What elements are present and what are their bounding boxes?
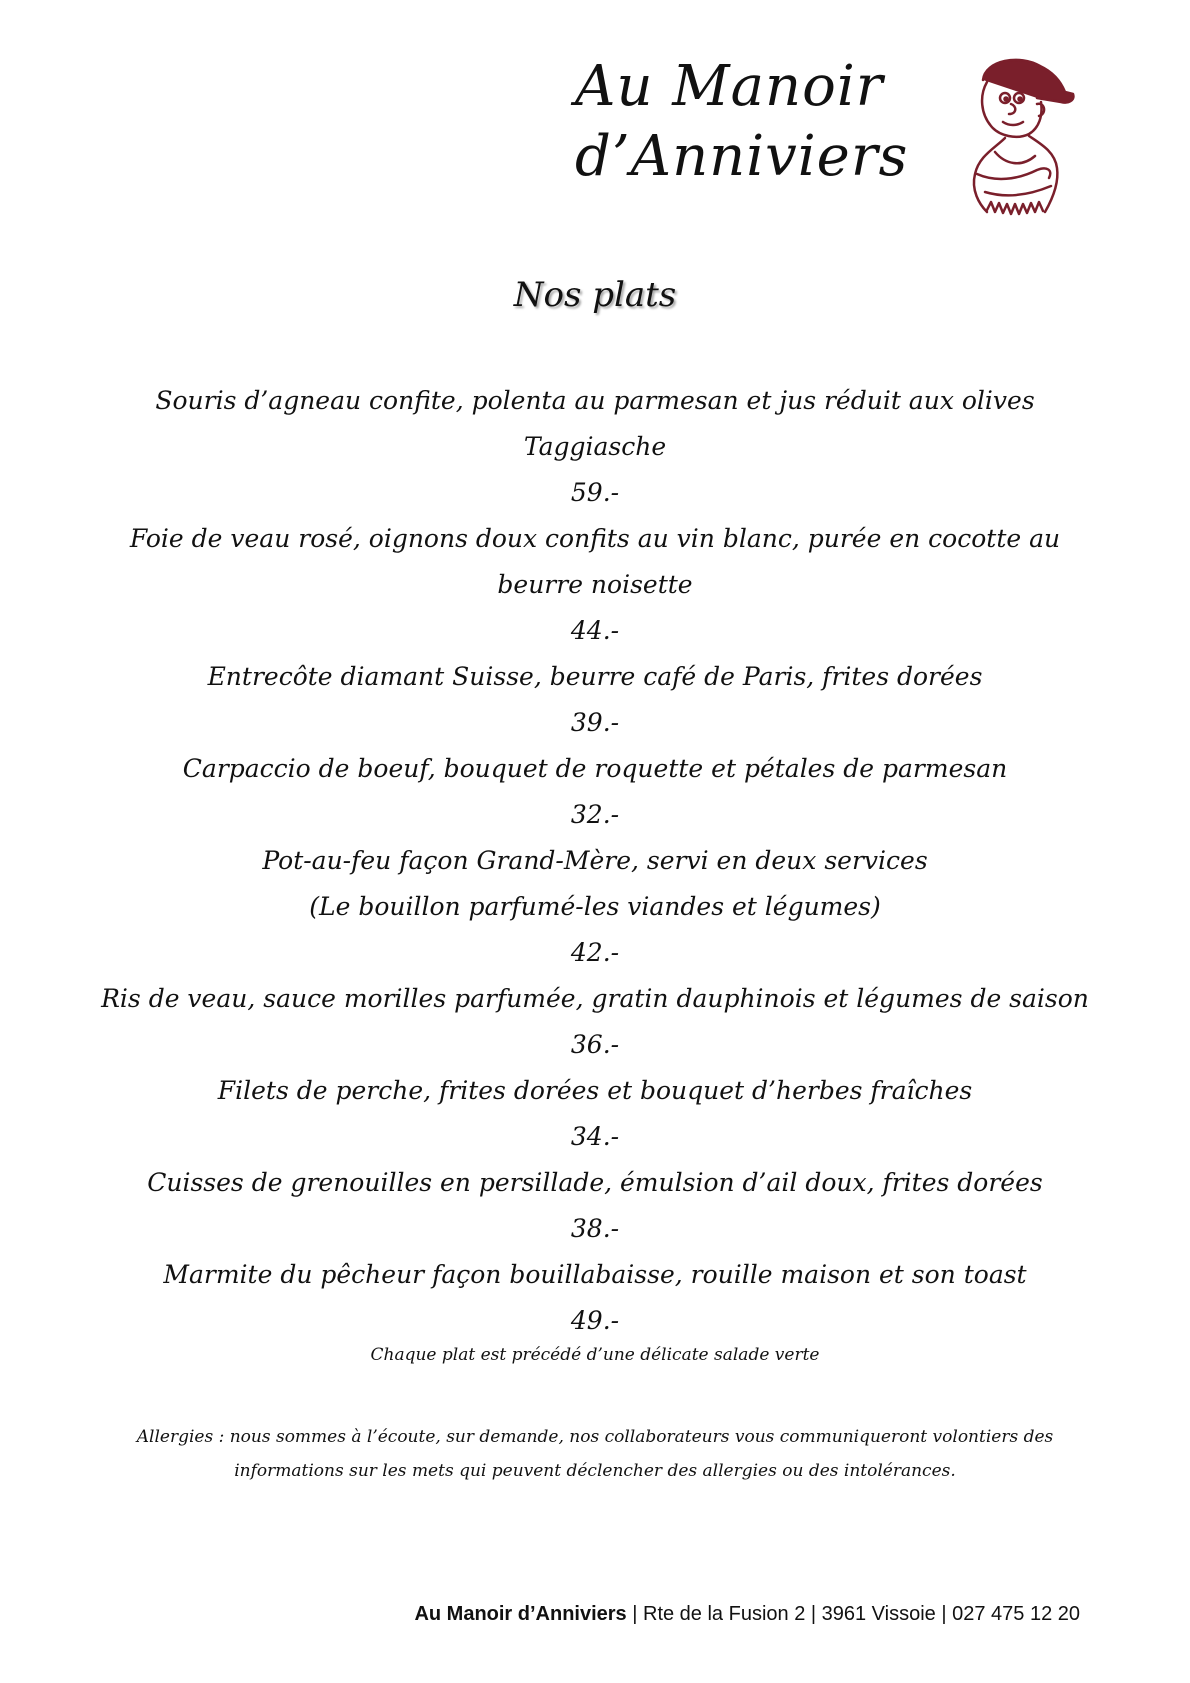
dish-item xyxy=(95,1252,1095,1344)
footer-address-phone: | Rte de la Fusion 2 | 3961 Vissoie | 027 475 12 20 xyxy=(626,1603,1080,1625)
dish-price: 32.- xyxy=(570,800,620,829)
salad-note: Chaque plat est précédé d’une délicate salade verte xyxy=(370,1345,820,1365)
dish-price: 49.- xyxy=(570,1306,620,1335)
dish-name: Foie de veau rosé, oignons doux confits au vin blanc, purée en cocotte au beurre noisette xyxy=(129,524,1061,599)
dish-price: 59.- xyxy=(570,478,620,507)
footer-contact xyxy=(414,1603,1080,1626)
dish-price: 39.- xyxy=(570,708,620,737)
mascot-illustration-icon xyxy=(965,52,1080,217)
dish-item xyxy=(95,516,1095,654)
allergies-line-2: informations sur les mets qui peuvent déclencher des allergies ou des intolérances. xyxy=(234,1461,956,1481)
logo-line-2: d’Anniviers xyxy=(575,124,909,189)
dish-name: Entrecôte diamant Suisse, beurre café de Paris, frites dorées xyxy=(207,662,983,691)
dish-item xyxy=(95,1068,1095,1160)
allergies-notice xyxy=(120,1420,1070,1488)
dish-name: Souris d’agneau confite, polenta au parmesan et jus réduit aux olives Taggiasche xyxy=(155,386,1035,461)
dish-name: Marmite du pêcheur façon bouillabaisse, rouille maison et son toast xyxy=(163,1260,1027,1289)
dish-name: Cuisses de grenouilles en persillade, émulsion d’ail doux, frites dorées xyxy=(147,1168,1043,1197)
dish-item xyxy=(95,746,1095,838)
dish-name: Carpaccio de boeuf, bouquet de roquette et pétales de parmesan xyxy=(182,754,1008,783)
footer-restaurant-name: Au Manoir d’Anniviers xyxy=(414,1603,627,1625)
dish-name: Ris de veau, sauce morilles parfumée, gratin dauphinois et légumes de saison xyxy=(101,984,1089,1013)
dish-item xyxy=(95,1160,1095,1252)
section-title: Nos plats xyxy=(513,275,677,315)
dish-price: 34.- xyxy=(570,1122,620,1151)
restaurant-logo-title xyxy=(575,52,915,192)
allergies-line-1: Allergies : nous sommes à l’écoute, sur demande, nos collaborateurs vous communiqueront volontiers des xyxy=(136,1427,1054,1447)
dish-price: 44.- xyxy=(570,616,620,645)
dish-price: 36.- xyxy=(570,1030,620,1059)
dish-item xyxy=(95,378,1095,516)
dish-name: Filets de perche, frites dorées et bouquet d’herbes fraîches xyxy=(217,1076,973,1105)
logo-line-1: Au Manoir xyxy=(575,54,884,119)
dish-item xyxy=(95,654,1095,746)
dish-price: 42.- xyxy=(570,938,620,967)
dish-price: 38.- xyxy=(570,1214,620,1243)
dish-name-subline: (Le bouillon parfumé-les viandes et légumes) xyxy=(309,892,881,921)
dish-name: Pot-au-feu façon Grand-Mère, servi en deux services xyxy=(262,846,928,875)
dish-list xyxy=(95,378,1095,1344)
dish-item xyxy=(95,976,1095,1068)
dish-item xyxy=(95,838,1095,976)
